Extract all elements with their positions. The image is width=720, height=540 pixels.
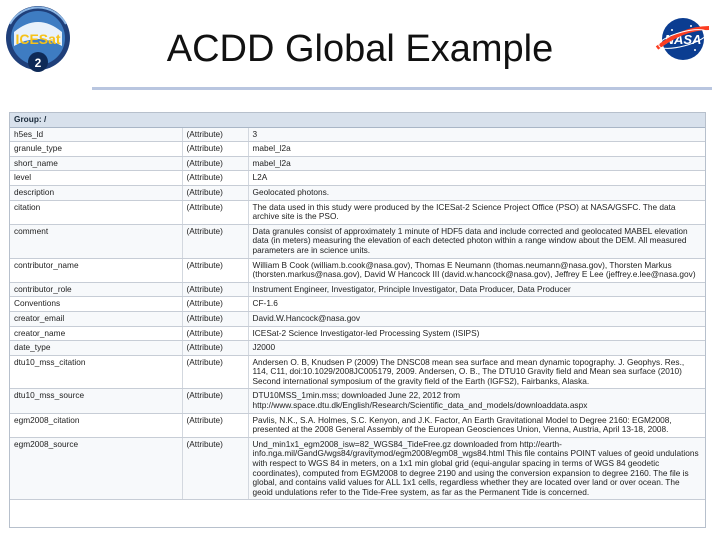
attribute-name: egm2008_source	[10, 437, 182, 500]
attribute-kind: (Attribute)	[182, 258, 248, 282]
attribute-value: Geolocated photons.	[248, 185, 705, 200]
svg-text:ICESat: ICESat	[15, 31, 61, 47]
attribute-value: L2A	[248, 171, 705, 186]
attribute-kind: (Attribute)	[182, 127, 248, 142]
title-underline	[92, 87, 712, 90]
attribute-value: Pavlis, N.K., S.A. Holmes, S.C. Kenyon, and J.K. Factor, An Earth Gravitational Model to Degree 2160: EGM2008, presented at the 2008 General Assembly of the European Geosciences Union, Vienna, Austria, April 13-18, 2008.	[248, 413, 705, 437]
attribute-value: Data granules consist of approximately 1 minute of HDF5 data and include corrected and geolocated MABEL elevation data (in meters) measuring the elevation of each detected photon within a range window about the DEM. All measured parameters are in science units.	[248, 224, 705, 258]
attribute-table-screenshot	[9, 112, 706, 528]
attribute-name: description	[10, 185, 182, 200]
table-row	[10, 171, 705, 186]
table-row	[10, 156, 705, 171]
slide-header	[0, 0, 720, 104]
icesat2-logo	[4, 2, 72, 80]
table-row	[10, 437, 705, 500]
group-header-row	[10, 113, 705, 127]
attribute-name: contributor_name	[10, 258, 182, 282]
attribute-value: mabel_l2a	[248, 142, 705, 157]
attribute-name: contributor_role	[10, 282, 182, 297]
attribute-value: DTU10MSS_1min.mss; downloaded June 22, 2012 from http://www.space.dtu.dk/English/Research/Scientific_data_and_models/downloaddata.aspx	[248, 389, 705, 413]
attribute-value: J2000	[248, 341, 705, 356]
table-row	[10, 297, 705, 312]
attribute-name: dtu10_mss_source	[10, 389, 182, 413]
table-row	[10, 389, 705, 413]
table-row	[10, 224, 705, 258]
group-label: Group: /	[10, 113, 705, 127]
attribute-kind: (Attribute)	[182, 413, 248, 437]
nasa-logo	[655, 14, 711, 64]
attribute-value: ICESat-2 Science Investigator-led Processing System (ISIPS)	[248, 326, 705, 341]
attribute-kind: (Attribute)	[182, 437, 248, 500]
attribute-value: Und_min1x1_egm2008_isw=82_WGS84_TideFree.gz downloaded from http://earth-info.nga.mil/GandG/wgs84/gravitymod/egm2008/egm08_wgs84.html This file contains POINT values of geoid undulations with respect to WGS 84 in meters, on a 1x1 min global grid (equi-angular spacing in terms of WGS 84 geodetic coordinates), computed from EGM2008 to degree 2190 and using the conversion expansion to degree 2160. The file is global, and contains valid values for ALL 1x1 cells, regardless whether they are located over land or over ocean. The geoid undulations refer to the Tide-Free system, as far as the Permanent Tide is concerned.	[248, 437, 705, 500]
attribute-name: comment	[10, 224, 182, 258]
table-row	[10, 341, 705, 356]
svg-text:NASA: NASA	[664, 32, 702, 47]
attribute-name: Conventions	[10, 297, 182, 312]
attribute-name: short_name	[10, 156, 182, 171]
attribute-value: mabel_l2a	[248, 156, 705, 171]
attribute-kind: (Attribute)	[182, 282, 248, 297]
table-row	[10, 326, 705, 341]
table-row	[10, 200, 705, 224]
attribute-kind: (Attribute)	[182, 142, 248, 157]
table-row	[10, 355, 705, 389]
attribute-kind: (Attribute)	[182, 171, 248, 186]
attribute-kind: (Attribute)	[182, 311, 248, 326]
attribute-name: level	[10, 171, 182, 186]
svg-text:2: 2	[34, 56, 42, 70]
attribute-value: David.W.Hancock@nasa.gov	[248, 311, 705, 326]
attribute-name: dtu10_mss_citation	[10, 355, 182, 389]
attribute-value: Instrument Engineer, Investigator, Principle Investigator, Data Producer, Data Producer	[248, 282, 705, 297]
attribute-value: CF-1.6	[248, 297, 705, 312]
attribute-value: William B Cook (william.b.cook@nasa.gov), Thomas E Neumann (thomas.neumann@nasa.gov), Thorsten Markus (thorsten.markus@nasa.gov), David W Hancock III (david.w.hancock@nasa.gov), Jeffrey E Lee (jeffrey.e.lee@nasa.gov)	[248, 258, 705, 282]
attribute-name: egm2008_citation	[10, 413, 182, 437]
attribute-name: creator_name	[10, 326, 182, 341]
attribute-kind: (Attribute)	[182, 185, 248, 200]
table-row	[10, 311, 705, 326]
attribute-kind: (Attribute)	[182, 355, 248, 389]
attribute-kind: (Attribute)	[182, 389, 248, 413]
attribute-value: The data used in this study were produced by the ICESat-2 Science Project Office (PSO) at NASA/GSFC. The data archive site is the PSO.	[248, 200, 705, 224]
attribute-name: h5es_ld	[10, 127, 182, 142]
attribute-kind: (Attribute)	[182, 200, 248, 224]
table-row	[10, 258, 705, 282]
attribute-kind: (Attribute)	[182, 341, 248, 356]
attribute-value: 3	[248, 127, 705, 142]
attribute-kind: (Attribute)	[182, 224, 248, 258]
attribute-table	[10, 113, 705, 500]
table-row	[10, 142, 705, 157]
attribute-name: granule_type	[10, 142, 182, 157]
table-row	[10, 127, 705, 142]
table-row	[10, 282, 705, 297]
table-row	[10, 185, 705, 200]
attribute-name: citation	[10, 200, 182, 224]
attribute-kind: (Attribute)	[182, 297, 248, 312]
attribute-value: Andersen O. B, Knudsen P (2009) The DNSC08 mean sea surface and mean dynamic topography. J. Geophys. Res., 114, C11, doi:10.1029/2008JC005179, 2009. Andersen, O. B., The DTU10 Gravity field and Mean sea surface (2010) Second international symposium of the gravity field of the Earth (IGFS2), Fairbanks, Alaska.	[248, 355, 705, 389]
attribute-kind: (Attribute)	[182, 326, 248, 341]
attribute-name: date_type	[10, 341, 182, 356]
attribute-kind: (Attribute)	[182, 156, 248, 171]
attribute-name: creator_email	[10, 311, 182, 326]
table-row	[10, 413, 705, 437]
slide-title: ACDD Global Example	[166, 28, 554, 70]
